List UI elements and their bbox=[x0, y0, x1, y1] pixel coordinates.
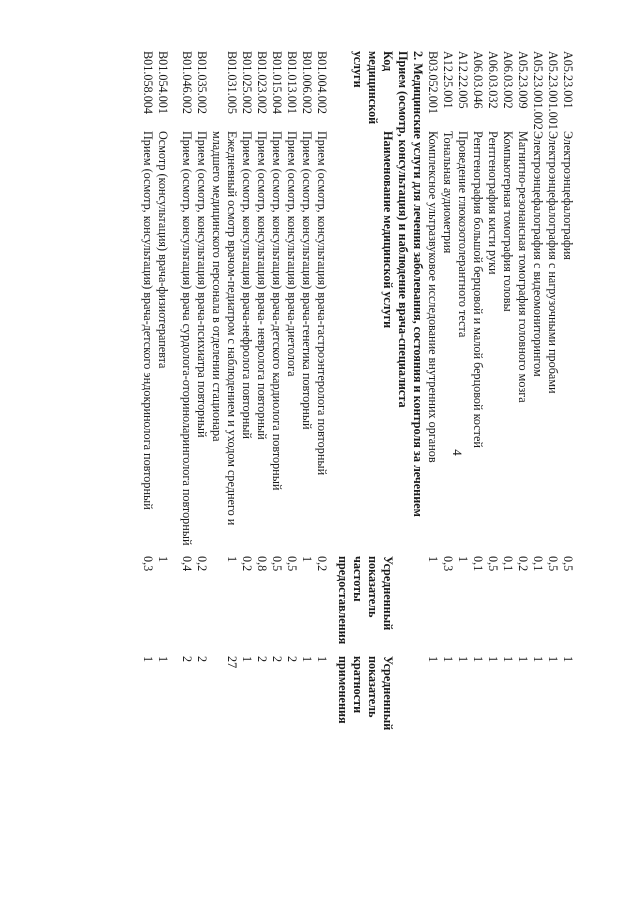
row-name: Тональная аудиометрия bbox=[441, 131, 455, 254]
row-code: B01.025.002 bbox=[240, 51, 254, 114]
row-frequency: 0,1 bbox=[501, 556, 515, 572]
page-number: 4 bbox=[450, 449, 465, 456]
row-multiplicity: 2 bbox=[285, 656, 299, 663]
table-row bbox=[485, 51, 500, 891]
row-code: B01.023.002 bbox=[255, 51, 269, 114]
row-code: A05.23.001.002 bbox=[531, 51, 545, 130]
table-header bbox=[335, 51, 395, 891]
table-row bbox=[530, 51, 545, 891]
row-frequency: 0,2 bbox=[240, 556, 254, 572]
row-multiplicity: 1 bbox=[561, 656, 575, 663]
row-code: B03.052.001 bbox=[426, 51, 440, 114]
row-name: Ежедневный осмотр врачом-педиатром с наблюдением и уходом среднего и младшего медицинского персонала в отделении стационара bbox=[210, 131, 239, 526]
row-multiplicity: 2 bbox=[270, 656, 284, 663]
table-row bbox=[470, 51, 485, 891]
row-frequency: 0,2 bbox=[516, 556, 530, 572]
row-name: Прием (осмотр, консультация) врача-генетика повторный bbox=[300, 131, 314, 430]
table-row bbox=[155, 51, 170, 891]
table-row bbox=[314, 51, 329, 891]
row-multiplicity: 1 bbox=[240, 656, 254, 663]
table-row bbox=[209, 51, 239, 891]
row-code: B01.004.002 bbox=[315, 51, 329, 114]
row-multiplicity: 2 bbox=[195, 656, 209, 663]
row-name: Рентгенография большой берцовой и малой берцовой костей bbox=[471, 131, 485, 448]
table-row bbox=[545, 51, 560, 891]
row-name: Комплексное ультразвуковое исследование внутренних органов bbox=[426, 131, 440, 463]
row-frequency: 1 bbox=[426, 556, 440, 563]
row-frequency: 0,2 bbox=[315, 556, 329, 572]
row-multiplicity: 1 bbox=[546, 656, 560, 663]
row-multiplicity: 2 bbox=[180, 656, 194, 663]
table-row bbox=[560, 51, 575, 891]
row-code: B01.006.002 bbox=[300, 51, 314, 114]
row-frequency: 1 bbox=[225, 556, 239, 563]
subsection-title bbox=[395, 51, 410, 891]
row-name: Прием (осмотр, консультация) врача- невролога повторный bbox=[255, 131, 269, 440]
subsection-title-text: Прием (осмотр, консультация) и наблюдение врача-специалиста bbox=[396, 51, 410, 408]
row-frequency: 0,1 bbox=[471, 556, 485, 572]
table-row bbox=[515, 51, 530, 891]
row-frequency: 1 bbox=[456, 556, 470, 563]
row-name: Прием (осмотр, консультация) врача-диетолога bbox=[285, 131, 299, 377]
row-code: A06.03.032 bbox=[486, 51, 500, 109]
row-frequency: 0,4 bbox=[180, 556, 194, 572]
header-multiplicity: Усредненный показатель кратности применения bbox=[336, 656, 395, 731]
table-row bbox=[440, 51, 455, 891]
row-frequency: 0,5 bbox=[486, 556, 500, 572]
row-code: A12.25.001 bbox=[441, 51, 455, 109]
row-name: Компьютерная томография головы bbox=[501, 131, 515, 312]
row-code: B01.035.002 bbox=[195, 51, 209, 114]
row-multiplicity: 1 bbox=[441, 656, 455, 663]
row-code: B01.046.002 bbox=[180, 51, 194, 114]
specialist-rows-group-2 bbox=[140, 51, 170, 891]
row-frequency: 0,8 bbox=[255, 556, 269, 572]
row-multiplicity: 27 bbox=[225, 656, 239, 669]
table-row bbox=[140, 51, 155, 891]
row-code: B01.015.004 bbox=[270, 51, 284, 114]
table-row bbox=[269, 51, 284, 891]
row-name: Прием (осмотр, консультация) врача-нефролога повторный bbox=[240, 131, 254, 439]
row-code: A05.23.001 bbox=[561, 51, 575, 109]
row-code: A12.22.005 bbox=[456, 51, 470, 109]
row-code: B01.031.005 bbox=[225, 51, 239, 114]
row-name: Прием (осмотр, консультация) врача-детского эндокринолога повторный bbox=[141, 131, 155, 510]
row-name: Прием (осмотр, консультация) врача сурдолога-оториноларинголога повторный bbox=[180, 131, 194, 546]
row-name: Прием (осмотр, консультация) врача-психиатра повторный bbox=[195, 131, 209, 438]
table-row bbox=[254, 51, 269, 891]
table-row bbox=[194, 51, 209, 891]
row-frequency: 1 bbox=[300, 556, 314, 563]
table-row bbox=[284, 51, 299, 891]
row-name: Осмотр (консультация) врача-физиотерапевта bbox=[156, 131, 170, 369]
row-multiplicity: 1 bbox=[531, 656, 545, 663]
row-name: Магнитно-резонансная томография головного мозга bbox=[516, 131, 530, 403]
row-code: A06.03.046 bbox=[471, 51, 485, 109]
row-code: B01.013.001 bbox=[285, 51, 299, 114]
row-frequency: 0,5 bbox=[546, 556, 560, 572]
row-frequency: 0,1 bbox=[531, 556, 545, 572]
table-row bbox=[500, 51, 515, 891]
header-code: Код медицинской услуги bbox=[351, 51, 395, 125]
row-code: B01.058.004 bbox=[141, 51, 155, 114]
specialist-rows-group-1 bbox=[179, 51, 329, 891]
row-multiplicity: 2 bbox=[255, 656, 269, 663]
row-name: Электроэнцефалография с нагрузочными пробами bbox=[546, 131, 560, 394]
row-frequency: 0,3 bbox=[441, 556, 455, 572]
header-name: Наименование медицинской услуги bbox=[381, 131, 395, 329]
row-frequency: 0,5 bbox=[561, 556, 575, 572]
row-code: A05.23.001.001 bbox=[546, 51, 560, 130]
row-multiplicity: 1 bbox=[456, 656, 470, 663]
section-title bbox=[410, 51, 425, 891]
row-multiplicity: 1 bbox=[471, 656, 485, 663]
services-table bbox=[140, 51, 575, 891]
table-row bbox=[425, 51, 440, 891]
row-multiplicity: 1 bbox=[141, 656, 155, 663]
row-name: Прием (осмотр, консультация) врача-детского кардиолога повторный bbox=[270, 131, 284, 491]
table-row bbox=[239, 51, 254, 891]
row-multiplicity: 1 bbox=[486, 656, 500, 663]
table-row bbox=[299, 51, 314, 891]
row-frequency: 1 bbox=[156, 556, 170, 563]
row-code: A05.23.009 bbox=[516, 51, 530, 109]
row-frequency: 0,5 bbox=[285, 556, 299, 572]
row-multiplicity: 1 bbox=[300, 656, 314, 663]
row-multiplicity: 1 bbox=[501, 656, 515, 663]
row-name: Электроэнцефалография bbox=[561, 131, 575, 260]
table-row bbox=[179, 51, 194, 891]
row-frequency: 0,3 bbox=[141, 556, 155, 572]
table-row bbox=[455, 51, 470, 891]
row-name: Прием (осмотр, консультация) врача-гастроэнтеролога повторный bbox=[315, 131, 329, 476]
row-code: B01.054.001 bbox=[156, 51, 170, 114]
diagnostics-rows bbox=[425, 51, 575, 891]
row-frequency: 0,2 bbox=[195, 556, 209, 572]
row-name: Проведение глюкозотолерантного теста bbox=[456, 131, 470, 338]
row-multiplicity: 1 bbox=[156, 656, 170, 663]
row-code: A06.03.002 bbox=[501, 51, 515, 109]
header-frequency: Усредненный показатель частоты предоставления bbox=[336, 556, 395, 645]
row-multiplicity: 1 bbox=[516, 656, 530, 663]
row-name: Рентгенография кисти руки bbox=[486, 131, 500, 275]
row-name: Электроэнцефалография с видеомониторингом bbox=[531, 131, 545, 377]
row-frequency: 0,5 bbox=[270, 556, 284, 572]
row-multiplicity: 1 bbox=[426, 656, 440, 663]
row-multiplicity: 1 bbox=[315, 656, 329, 663]
section-title-text: 2. Медицинские услуги для лечения заболевания, состояния и контроля за лечением bbox=[411, 51, 425, 517]
